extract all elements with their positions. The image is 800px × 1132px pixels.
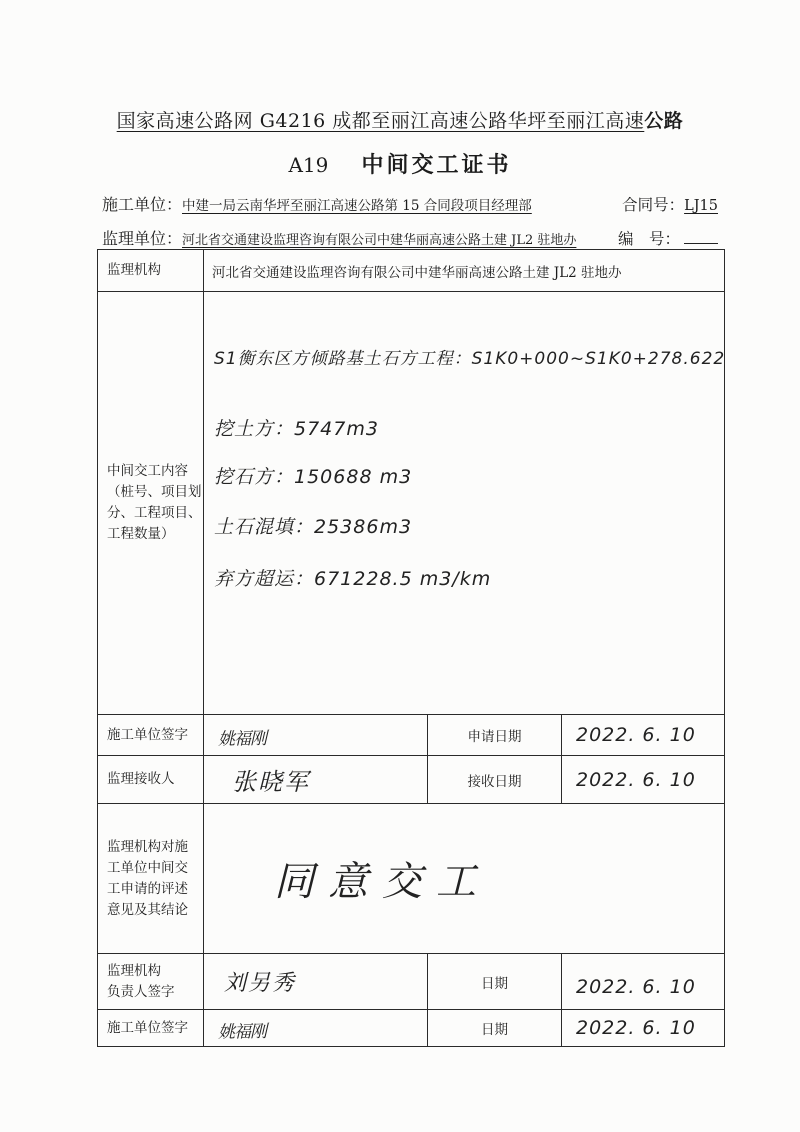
contract-no-value: LJ15	[684, 198, 718, 214]
date-label-2: 日期	[428, 1010, 562, 1047]
apply-date-cell	[562, 715, 725, 756]
contractor-signature: 姚福刚	[217, 728, 267, 750]
comment-handwritten: 同意交工	[274, 859, 490, 905]
content-line: S1衡东区方倾路基土石方工程：S1K0+000~S1K0+278.622	[214, 349, 726, 369]
content-label-line: 分、工程项目、	[107, 505, 202, 521]
supervisor-label: 监理单位：	[102, 229, 183, 248]
comment-label-line: 工单位中间交	[107, 859, 188, 876]
head-sign-row	[98, 954, 725, 1010]
content-line: 挖石方：150688 m3	[214, 466, 413, 488]
certificate-code: A19	[288, 153, 329, 177]
contractor-sign-row-2	[98, 1010, 725, 1047]
institution-label: 监理机构	[98, 250, 204, 292]
head-sign-label-line: 监理机构	[107, 962, 161, 979]
receive-date: 2022. 6. 10	[576, 768, 696, 791]
certificate-form	[97, 249, 725, 1047]
number-blank	[684, 243, 718, 244]
content-row	[98, 292, 725, 715]
head-sign-label-line: 负责人签字	[107, 983, 175, 1000]
project-title-suffix: 公路	[644, 110, 684, 132]
head-signature-cell	[204, 954, 428, 1010]
receiver-signature-cell	[204, 756, 428, 804]
comment-label-line: 意见及其结论	[107, 901, 188, 918]
contractor-sign-row	[98, 715, 725, 756]
project-title-main: 国家高速公路网 G4216 成都至丽江高速公路华坪至丽江高速	[116, 110, 645, 132]
institution-value: 河北省交通建设监理咨询有限公司中建华丽高速公路土建 JL2 驻地办	[204, 250, 725, 292]
receive-date-label: 接收日期	[428, 756, 562, 804]
comment-label-line: 工申请的评述	[107, 880, 188, 897]
content-label	[98, 292, 204, 715]
project-title	[0, 106, 800, 133]
content-line: 挖土方：5747m3	[214, 418, 379, 440]
date-label-1: 日期	[428, 954, 562, 1010]
head-signature: 刘另秀	[224, 971, 297, 996]
contractor-value: 中建一局云南华坪至丽江高速公路第 15 合同段项目经理部	[182, 198, 532, 214]
content-handwritten-area	[204, 292, 725, 715]
content-label-line: 中间交工内容	[107, 463, 188, 479]
number-label: 编 号：	[617, 230, 680, 248]
contractor-signature-cell	[204, 715, 428, 756]
date-1: 2022. 6. 10	[576, 975, 696, 998]
date-cell-2	[562, 1010, 725, 1047]
receive-date-cell	[562, 756, 725, 804]
content-label-line: （桩号、项目划	[107, 484, 202, 500]
contractor-sign-label-2: 施工单位签字	[98, 1010, 204, 1047]
apply-date-label: 申请日期	[428, 715, 562, 756]
receiver-row	[98, 756, 725, 804]
comment-row	[98, 804, 725, 954]
comment-label	[98, 804, 204, 954]
receiver-label: 监理接收人	[98, 756, 204, 804]
head-sign-label	[98, 954, 204, 1010]
content-line: 土石混填：25386m3	[214, 516, 413, 538]
contractor-sign-label: 施工单位签字	[98, 715, 204, 756]
certificate-title	[0, 148, 800, 179]
comment-area	[204, 804, 725, 954]
comment-label-line: 监理机构对施	[107, 838, 188, 855]
content-line: 弃方超运：671228.5 m3/km	[214, 568, 492, 590]
apply-date: 2022. 6. 10	[576, 724, 696, 746]
receiver-signature: 张晓军	[232, 768, 310, 796]
contractor-signature-cell-2	[204, 1010, 428, 1047]
contractor-row	[102, 192, 718, 215]
date-cell-1	[562, 954, 725, 1010]
content-label-line: 工程数量）	[107, 526, 175, 542]
contractor-signature-2: 姚福刚	[217, 1021, 267, 1043]
supervisor-value: 河北省交通建设监理咨询有限公司中建华丽高速公路土建 JL2 驻地办	[182, 233, 577, 248]
contractor-label: 施工单位：	[102, 195, 183, 214]
contract-no-label: 合同号：	[622, 196, 685, 214]
supervisor-row	[102, 226, 718, 249]
institution-row	[98, 250, 725, 292]
certificate-name: 中间交工证书	[361, 152, 512, 178]
date-2: 2022. 6. 10	[576, 1017, 696, 1039]
